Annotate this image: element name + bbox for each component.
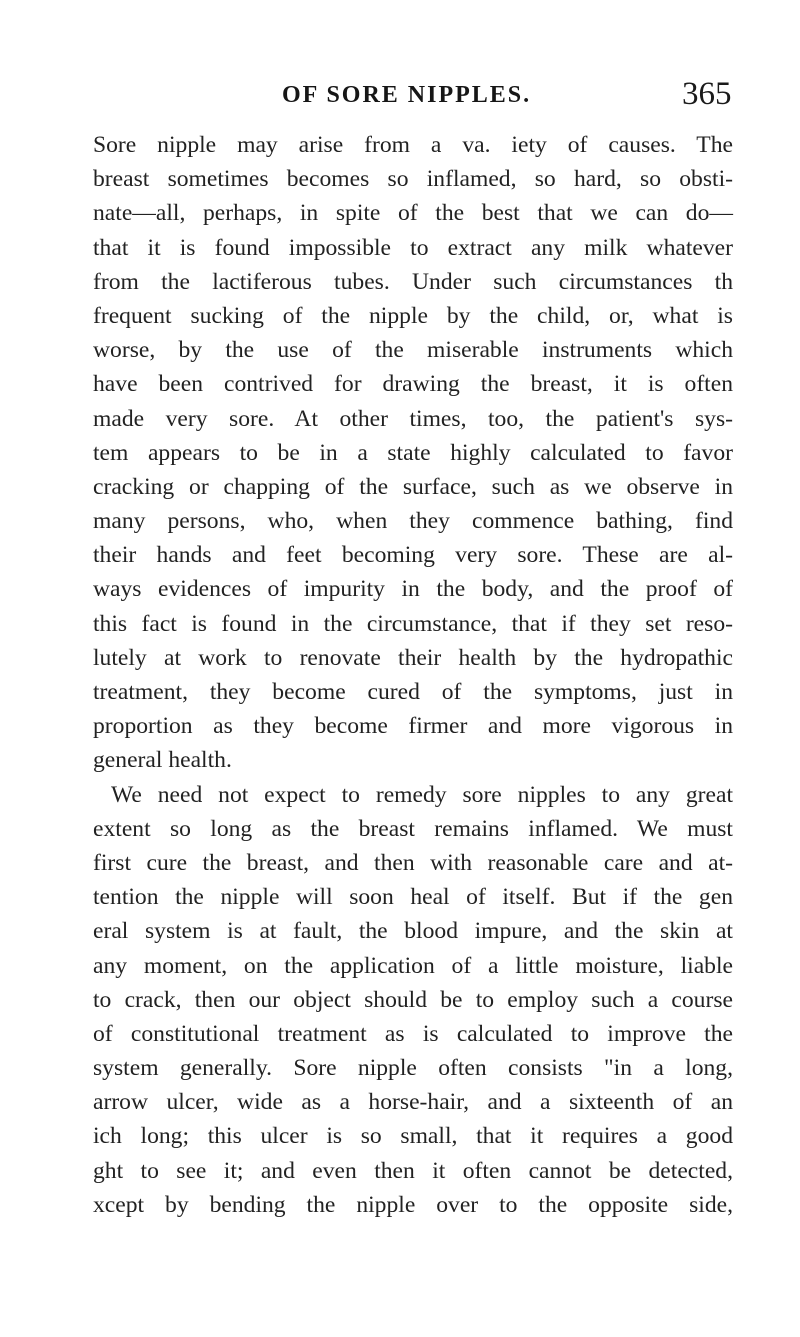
page-number: 365 (682, 76, 732, 112)
text-line: breast sometimes becomes so inflamed, so hard, so obsti- (93, 166, 733, 193)
text-line: Sore nipple may arise from a va. iety of causes. The (93, 132, 733, 158)
text-line: ways evidences of impurity in the body, and the proof of (93, 576, 733, 603)
text-line: made very sore. At other times, too, the patient's sys- (93, 405, 733, 432)
text-line: treatment, they become cured of the symptoms, just in (93, 679, 733, 705)
text-line: ich long; this ulcer is so small, that it requires a good (93, 1123, 733, 1150)
text-line: many persons, who, when they commence bathing, find (93, 508, 733, 535)
running-title: OF SORE NIPPLES. (282, 82, 532, 108)
body-text (93, 128, 733, 1222)
text-line: any moment, on the application of a little moisture, liable (93, 952, 733, 979)
text-line: from the lactiferous tubes. Under such circumstances th (93, 268, 733, 295)
running-head (0, 76, 800, 118)
text-line: extent so long as the breast remains inflamed. We must (93, 815, 733, 842)
text-line: tention the nipple will soon heal of itself. But if the gen (93, 884, 733, 911)
text-line: of constitutional treatment as is calculated to improve the (93, 1020, 733, 1047)
text-line: ght to see it; and even then it often cannot be detected, (93, 1157, 733, 1184)
text-line: arrow ulcer, wide as a horse-hair, and a sixteenth of an (93, 1089, 733, 1116)
text-line: their hands and feet becoming very sore. These are al- (93, 542, 733, 569)
text-line: worse, by the use of the miserable instruments which (93, 337, 733, 364)
text-line: xcept by bending the nipple over to the opposite side, (93, 1191, 733, 1218)
text-line: frequent sucking of the nipple by the child, or, what is (93, 302, 733, 329)
text-line: nate—all, perhaps, in spite of the best that we can do— (93, 200, 733, 227)
text-line: tem appears to be in a state highly calculated to favor (93, 439, 733, 466)
text-line: first cure the breast, and then with reasonable care and at- (93, 849, 733, 876)
text-line: lutely at work to renovate their health by the hydropathic (93, 644, 733, 671)
text-line: have been contrived for drawing the breast, it is often (93, 371, 733, 398)
text-line: that it is found impossible to extract any milk whatever (93, 234, 733, 261)
text-line: this fact is found in the circumstance, that if they set reso- (93, 610, 733, 637)
text-line: system generally. Sore nipple often consists "in a long, (93, 1055, 733, 1082)
text-line: general health. (93, 747, 232, 774)
text-line: cracking or chapping of the surface, such as we observe in (93, 473, 733, 500)
text-line: We need not expect to remedy sore nipples to any great (111, 781, 733, 808)
text-line: eral system is at fault, the blood impure, and the skin at (93, 918, 733, 945)
text-line: to crack, then our object should be to employ such a course (93, 986, 733, 1013)
text-line: proportion as they become firmer and more vigorous in (93, 713, 733, 740)
